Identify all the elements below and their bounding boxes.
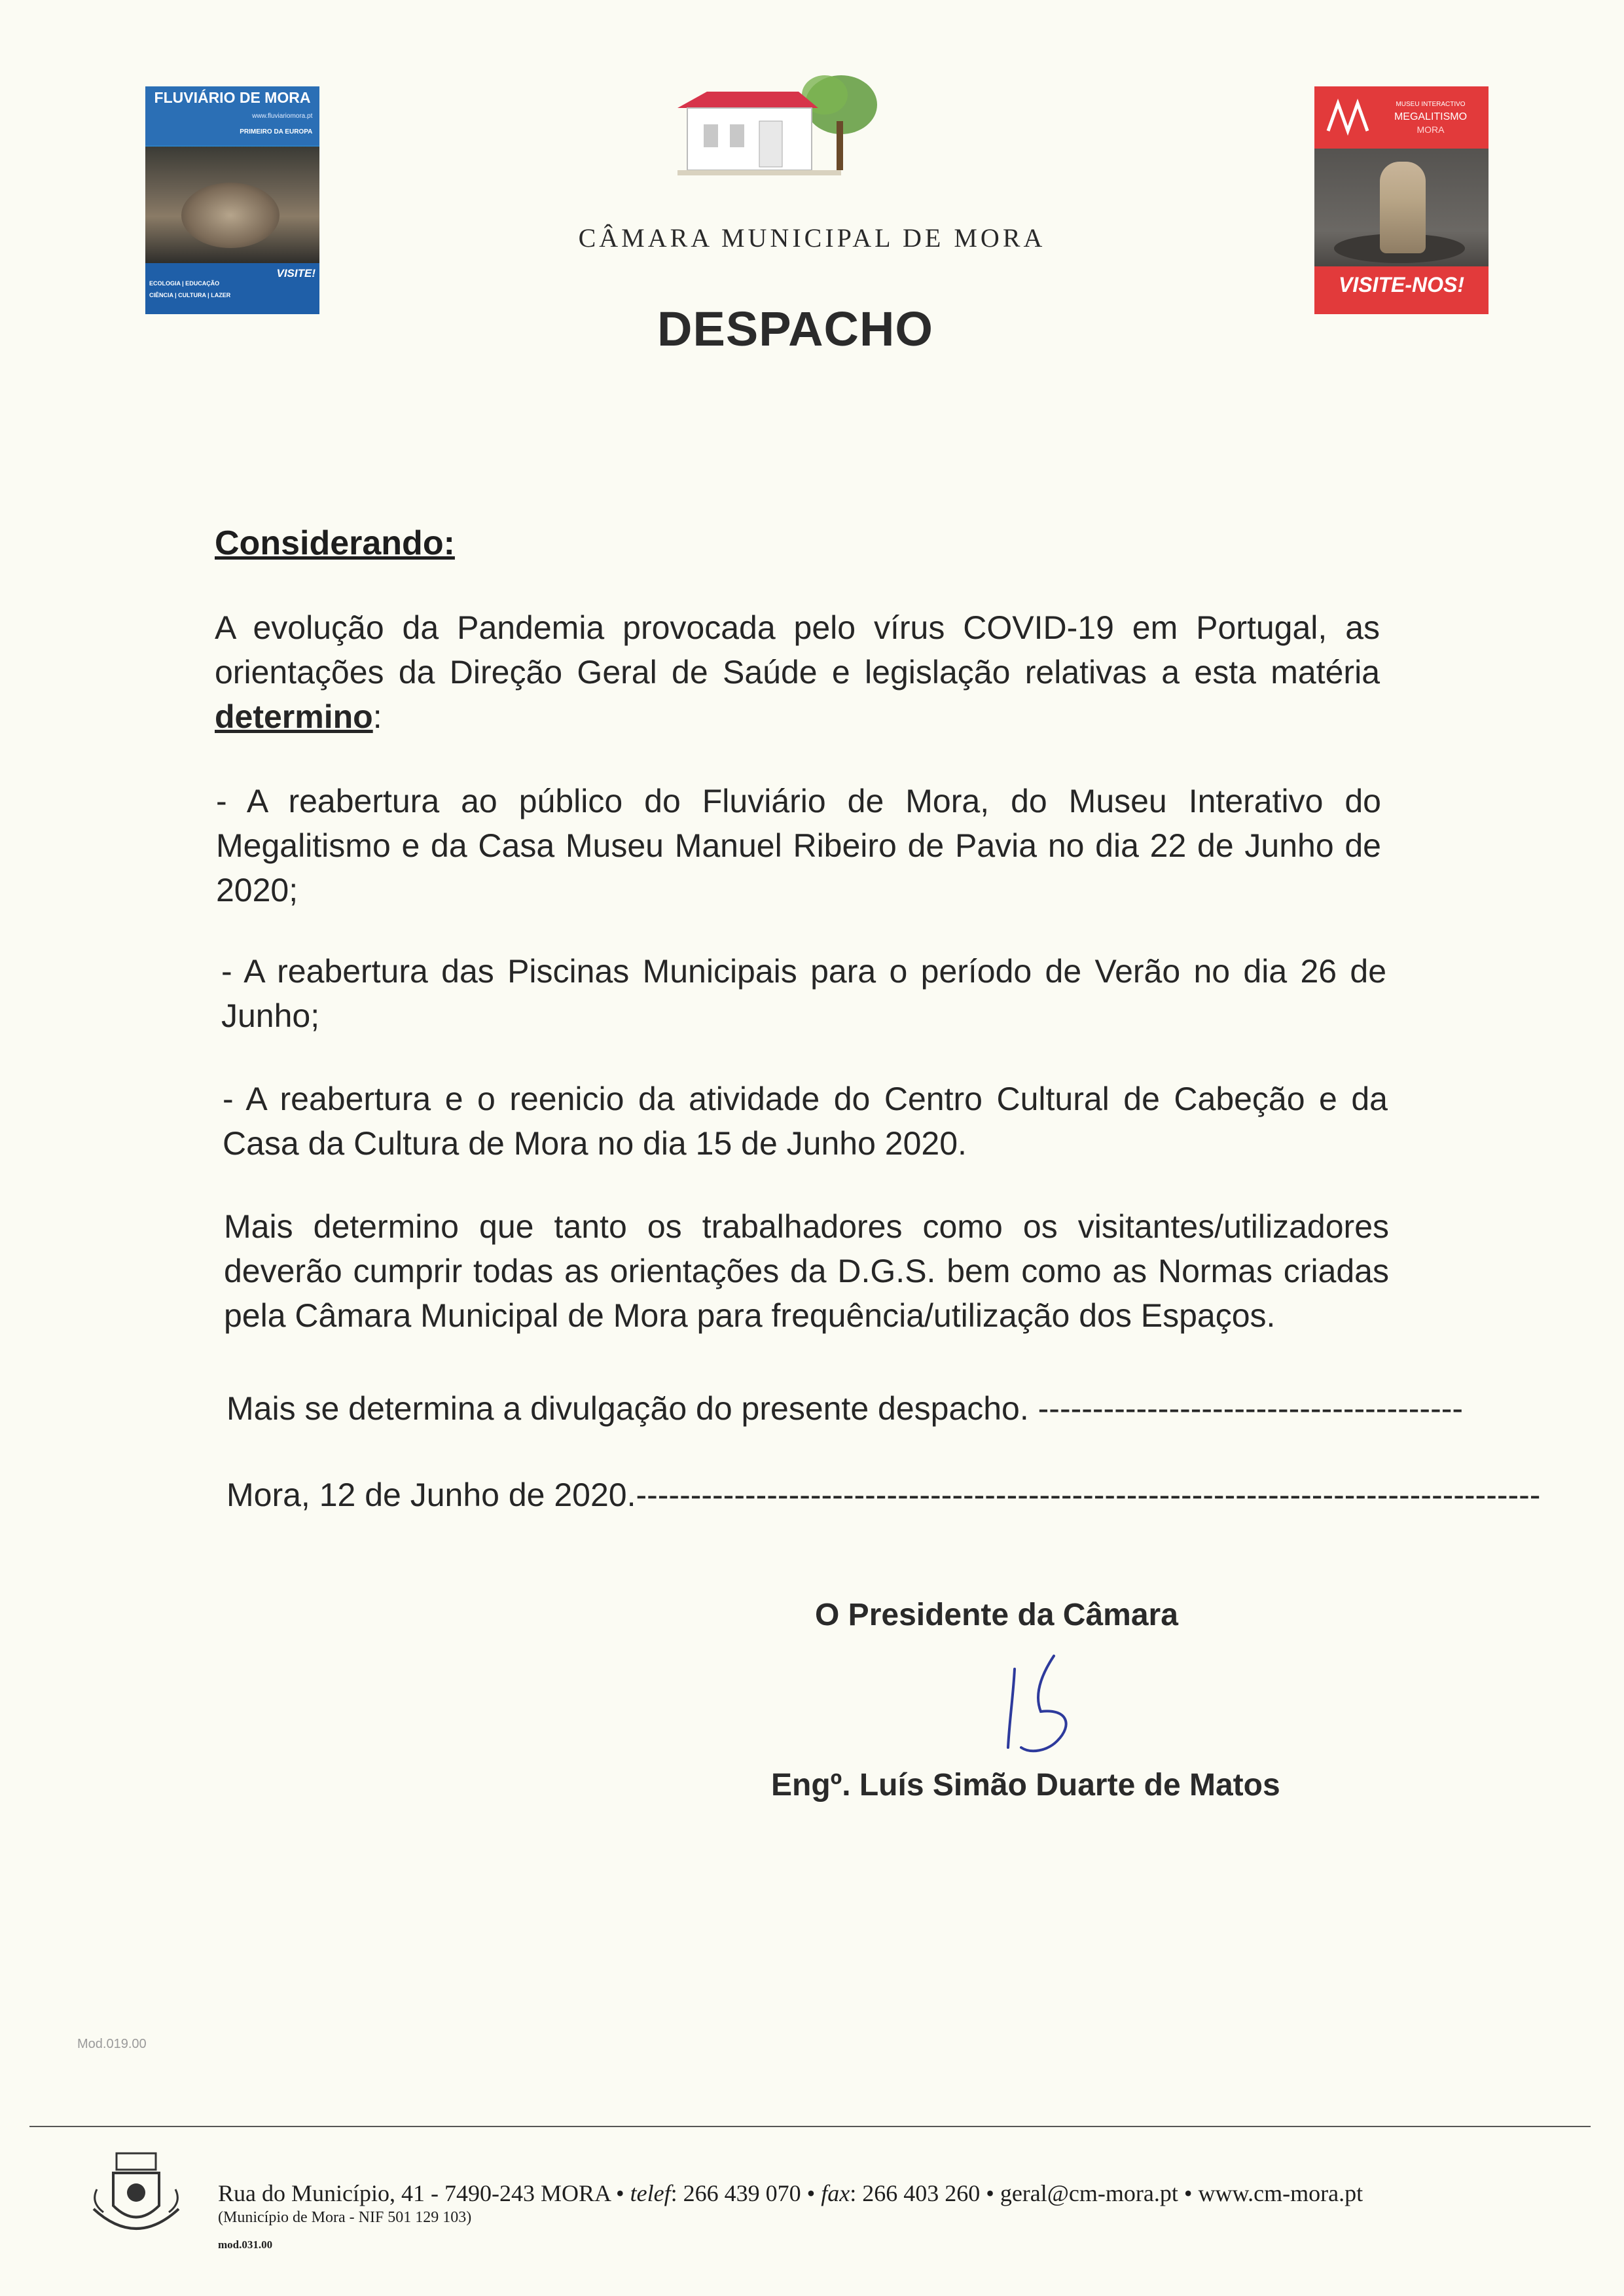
caveman-photo: [1314, 149, 1489, 266]
town-hall-emblem-icon: [668, 59, 890, 196]
megalith-logo-icon: [1325, 98, 1371, 134]
paragraph-publication: Mais se determina a divulgação do presente despacho. ---------------------------------------: [226, 1390, 1464, 1427]
fluviario-tags-1: ECOLOGIA | EDUCAÇÃO: [149, 280, 220, 287]
paragraph-rules: Mais determino que tanto os trabalhadores como os visitantes/utilizadores deverão cumprir todas as orientações da D.G.S. bem como as Normas criadas pela Câmara Municipal de Mora para frequência/utilização dos Espaços.: [224, 1208, 1389, 1334]
handwritten-signature: [995, 1649, 1100, 1774]
paragraph-museums-reopening: - A reabertura ao público do Fluviário de Mora, do Museu Interativo do Megalitismo e da Casa Museu Manuel Ribeiro de Pavia no dia 22 de Junho de 2020;: [216, 783, 1381, 908]
footer-address: Rua do Município, 41 - 7490-243 MORA: [218, 2180, 610, 2206]
fluviario-tags-2: CIÊNCIA | CULTURA | LAZER: [149, 292, 231, 298]
form-code-top: Mod.019.00: [77, 2037, 147, 2051]
museu-visit: VISITE-NOS!: [1338, 273, 1464, 296]
document-title: DESPACHO: [657, 302, 933, 356]
fluviario-subtitle: PRIMEIRO DA EUROPA: [240, 128, 313, 135]
paragraph-cultural-centres: - A reabertura e o reenicio da atividade do Centro Cultural de Cabeção e da Casa da Cultura de Mora no dia 15 de Junho 2020.: [223, 1081, 1388, 1162]
museu-line2: MEGALITISMO: [1394, 111, 1468, 122]
paragraph-context-end: :: [372, 698, 382, 735]
date-line: Mora, 12 de Junho de 2020.-----------------------------------------------------------------------------------: [226, 1477, 1541, 1513]
paragraph-pools-reopening: - A reabertura das Piscinas Municipais para o período de Verão no dia 26 de Junho;: [221, 953, 1386, 1034]
footer-website-link[interactable]: www.cm-mora.pt: [1198, 2180, 1363, 2206]
fluviario-visit: VISITE!: [276, 267, 316, 279]
footer-divider: [29, 2126, 1591, 2127]
determino-emphasis: determino: [215, 698, 373, 735]
museu-line3: MORA: [1416, 124, 1445, 135]
considerando-heading: Considerando:: [215, 524, 455, 562]
fluviario-url: www.fluviariomora.pt: [252, 113, 313, 120]
footer-fax-label: fax: [821, 2180, 850, 2206]
footer-address-line: Rua do Município, 41 - 7490-243 MORA • telef: 266 439 070 • fax: 266 403 260 • geral@cm-mora.pt • www.cm-mora.pt: [218, 2180, 1363, 2206]
municipality-name: CÂMARA MUNICIPAL DE MORA: [578, 223, 1046, 253]
footer-fax: : 266 403 260: [850, 2180, 981, 2206]
museu-line1: MUSEU INTERACTIVO: [1396, 101, 1466, 108]
fluviario-poster: [145, 86, 319, 314]
signatory-role: O Presidente da Câmara: [815, 1598, 1178, 1632]
museu-megalitismo-poster: [1314, 86, 1489, 314]
signatory-name: Engº. Luís Simão Duarte de Matos: [771, 1768, 1280, 1803]
paragraph-context: [215, 605, 1380, 739]
footer-tel-label: telef: [630, 2180, 671, 2206]
municipal-crest-icon: [84, 2150, 189, 2248]
footer-email-link[interactable]: geral@cm-mora.pt: [1000, 2180, 1178, 2206]
footer-nif: (Município de Mora - NIF 501 129 103): [218, 2209, 472, 2226]
paragraph-context-text: A evolução da Pandemia provocada pelo vírus COVID-19 em Portugal, as orientações da Direção Geral de Saúde e legislação relativas a esta matéria: [215, 609, 1380, 691]
footer-tel: : 266 439 070: [670, 2180, 801, 2206]
form-code-bottom: mod.031.00: [218, 2238, 273, 2251]
fluviario-title: FLUVIÁRIO DE MORA: [154, 89, 311, 106]
